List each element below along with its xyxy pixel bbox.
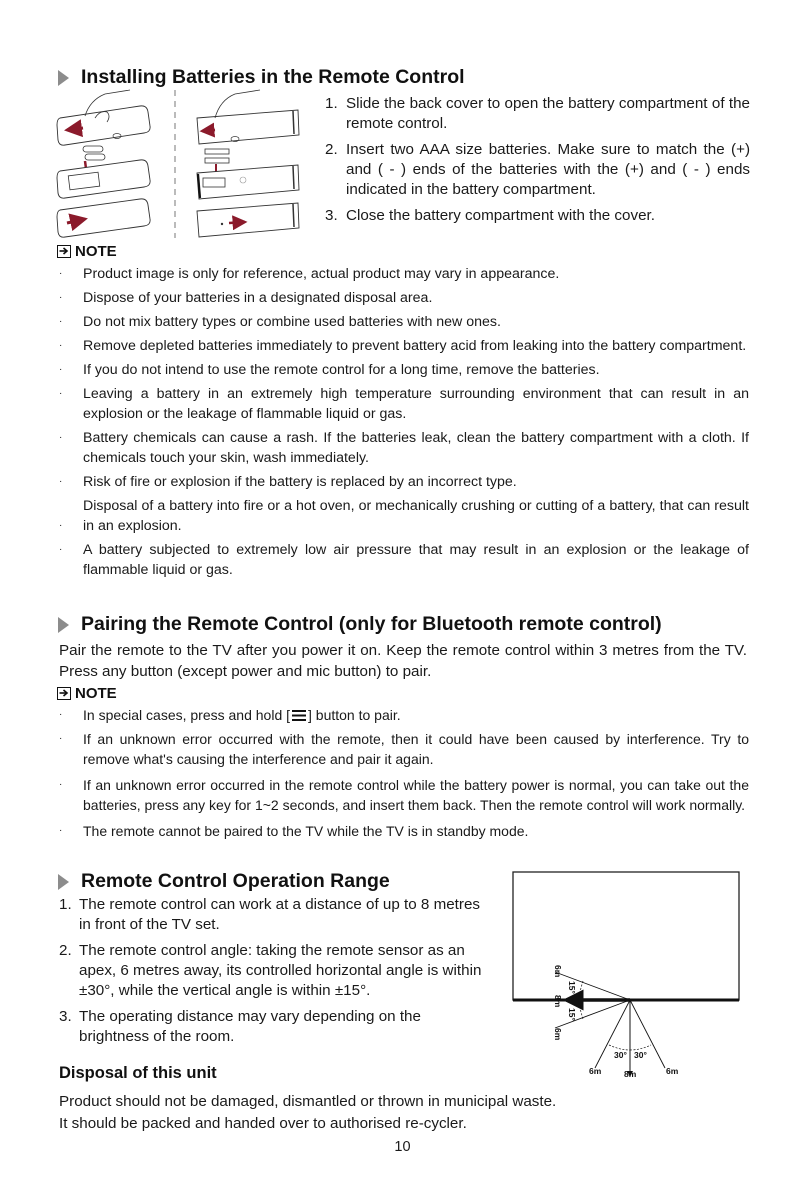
note-item (57, 705, 749, 725)
operation-range-diagram (510, 868, 746, 1078)
note-text: Battery chemicals can cause a rash. If the batteries leak, clean the battery compartment with a cloth. If chemicals touch your skin, wash immediately. (83, 430, 749, 466)
note-item (57, 775, 749, 815)
insert-batteries-icon (57, 146, 150, 198)
horizontal-left-angle-label: 30° (614, 1050, 627, 1060)
section-triangle-icon (58, 874, 69, 890)
step-text: Close the battery compartment with the cover. (346, 207, 655, 224)
horizontal-right-angle-label: 30° (634, 1050, 647, 1060)
remote-close-cover-icon (57, 199, 150, 237)
note-text: If an unknown error occurred with the remote, then it could have been caused by interference. Try to remove what's causing the interference and pair it again. (83, 731, 749, 767)
install-step (325, 94, 750, 134)
bullet-icon: · (59, 733, 63, 744)
note-arrow-icon (57, 687, 71, 700)
bullet-icon: · (59, 364, 63, 375)
note-text-after: ] button to pair. (308, 707, 401, 723)
bullet-icon: · (59, 544, 63, 555)
bullet-icon: · (59, 779, 63, 790)
step-number: 1. (325, 95, 338, 112)
bullet-icon: · (59, 316, 63, 327)
vertical-center-distance-label: 8m (553, 995, 563, 1008)
step-number: 3. (325, 207, 338, 224)
install-step (325, 140, 750, 200)
note-text: If you do not intend to use the remote control for a long time, remove the batteries. (83, 362, 600, 378)
pairing-note-header (57, 685, 117, 702)
pairing-note-list (57, 705, 749, 845)
bullet-icon: · (59, 388, 63, 399)
note-text: Risk of fire or explosion if the battery is replaced by an incorrect type. (83, 474, 517, 490)
note-text (83, 705, 749, 725)
note-item (57, 360, 749, 380)
horizontal-right-distance-label: 6m (666, 1066, 679, 1076)
range-step (59, 1007, 491, 1047)
bullet-icon: · (59, 268, 63, 279)
step-number: 3. (59, 1008, 72, 1025)
pairing-section-heading (56, 613, 662, 636)
step-text: Slide the back cover to open the battery compartment of the remote control. (346, 95, 750, 132)
note-text: Dispose of your batteries in a designated disposal area. (83, 290, 433, 306)
vertical-upper-distance-label: 6m (553, 965, 563, 978)
disposal-text (59, 1091, 556, 1135)
page-number: 10 (394, 1139, 411, 1155)
section-triangle-icon (58, 70, 69, 86)
note-item (57, 312, 749, 332)
range-section-heading (56, 870, 390, 893)
bullet-icon: · (59, 520, 63, 531)
bullet-icon: · (59, 292, 63, 303)
note-label: NOTE (75, 685, 117, 702)
bullet-icon: · (59, 432, 63, 443)
range-step (59, 941, 491, 1001)
step-text: Insert two AAA size batteries. Make sure to match the (+) and ( - ) ends of the batteries with the (+) and ( - ) ends indicated in the battery compartment. (346, 141, 750, 198)
note-item (57, 336, 749, 356)
note-item (57, 496, 749, 536)
remote-open-cover-icon (57, 90, 150, 145)
note-item (57, 729, 749, 769)
note-item (57, 428, 749, 468)
range-step (59, 895, 491, 935)
note-item (57, 472, 749, 492)
bullet-icon: · (59, 476, 63, 487)
step-number: 2. (325, 141, 338, 158)
bullet-icon: · (59, 340, 63, 351)
note-item (57, 821, 749, 841)
install-note-list (57, 264, 749, 584)
pairing-heading-text: Pairing the Remote Control (only for Bluetooth remote control) (81, 613, 662, 635)
range-heading-text: Remote Control Operation Range (81, 870, 390, 892)
slim-remote-close-cover-icon (197, 203, 299, 237)
step-text: The operating distance may vary depending on the brightness of the room. (79, 1008, 421, 1045)
note-text: If an unknown error occurred in the remote control while the battery power is normal, you can take out the batteries, press any key for 1~2 seconds, and insert them back. Then the remote control will work normally. (83, 777, 749, 813)
horizontal-left-distance-label: 6m (589, 1066, 602, 1076)
step-text: The remote control can work at a distance of up to 8 metres in front of the TV set. (79, 896, 480, 933)
range-steps-list (59, 895, 491, 1053)
note-text: A battery subjected to extremely low air pressure that may result in an explosion or the leakage of flammable liquid or gas. (83, 542, 749, 578)
bullet-icon: · (59, 709, 63, 720)
install-steps-list (325, 94, 750, 232)
note-text: Remove depleted batteries immediately to prevent battery acid from leaking into the battery compartment. (83, 338, 747, 354)
vertical-lower-angle-label: 15° (567, 1008, 577, 1021)
section-triangle-icon (58, 617, 69, 633)
install-step (325, 206, 750, 226)
step-number: 2. (59, 942, 72, 959)
note-label: NOTE (75, 243, 117, 260)
note-item (57, 264, 749, 284)
vertical-lower-distance-label: 6m (553, 1028, 563, 1041)
tv-outline (513, 872, 739, 1000)
note-text: Product image is only for reference, actual product may vary in appearance. (83, 266, 560, 282)
note-item (57, 540, 749, 580)
slim-remote-open-cover-icon (197, 90, 299, 144)
horizontal-center-distance-label: 8m (624, 1069, 637, 1078)
note-arrow-icon (57, 245, 71, 258)
install-heading-text: Installing Batteries in the Remote Control (81, 66, 465, 88)
slim-insert-batteries-icon (197, 149, 299, 199)
step-number: 1. (59, 896, 72, 913)
step-text: The remote control angle: taking the remote sensor as an apex, 6 metres away, its controlled horizontal angle is within ±30°, while the vertical angle is within ±15°. (79, 942, 482, 999)
note-text: Disposal of a battery into fire or a hot oven, or mechanically crushing or cutting of a battery, that can result in an explosion. (83, 498, 749, 534)
install-note-header (57, 243, 117, 260)
disposal-line: It should be packed and handed over to authorised re-cycler. (59, 1115, 467, 1132)
disposal-heading: Disposal of this unit (59, 1064, 217, 1082)
vertical-upper-angle-label: 15° (567, 981, 577, 994)
note-item (57, 288, 749, 308)
note-text-before: In special cases, press and hold [ (83, 707, 291, 723)
note-text: Do not mix battery types or combine used batteries with new ones. (83, 314, 501, 330)
note-item (57, 384, 749, 424)
install-section-heading (56, 66, 465, 89)
note-text: Leaving a battery in an extremely high temperature surrounding environment that can result in an explosion or the leakage of flammable liquid or gas. (83, 386, 749, 422)
note-text: The remote cannot be paired to the TV while the TV is in standby mode. (83, 823, 529, 839)
menu-icon (292, 706, 306, 717)
bullet-icon: · (59, 825, 63, 836)
disposal-line: Product should not be damaged, dismantled or thrown in municipal waste. (59, 1093, 557, 1110)
pairing-intro: Pair the remote to the TV after you power it on. Keep the remote control within 3 metres from the TV. Press any button (except power and mic button) to pair. (59, 642, 747, 680)
battery-install-illustration (55, 88, 305, 240)
